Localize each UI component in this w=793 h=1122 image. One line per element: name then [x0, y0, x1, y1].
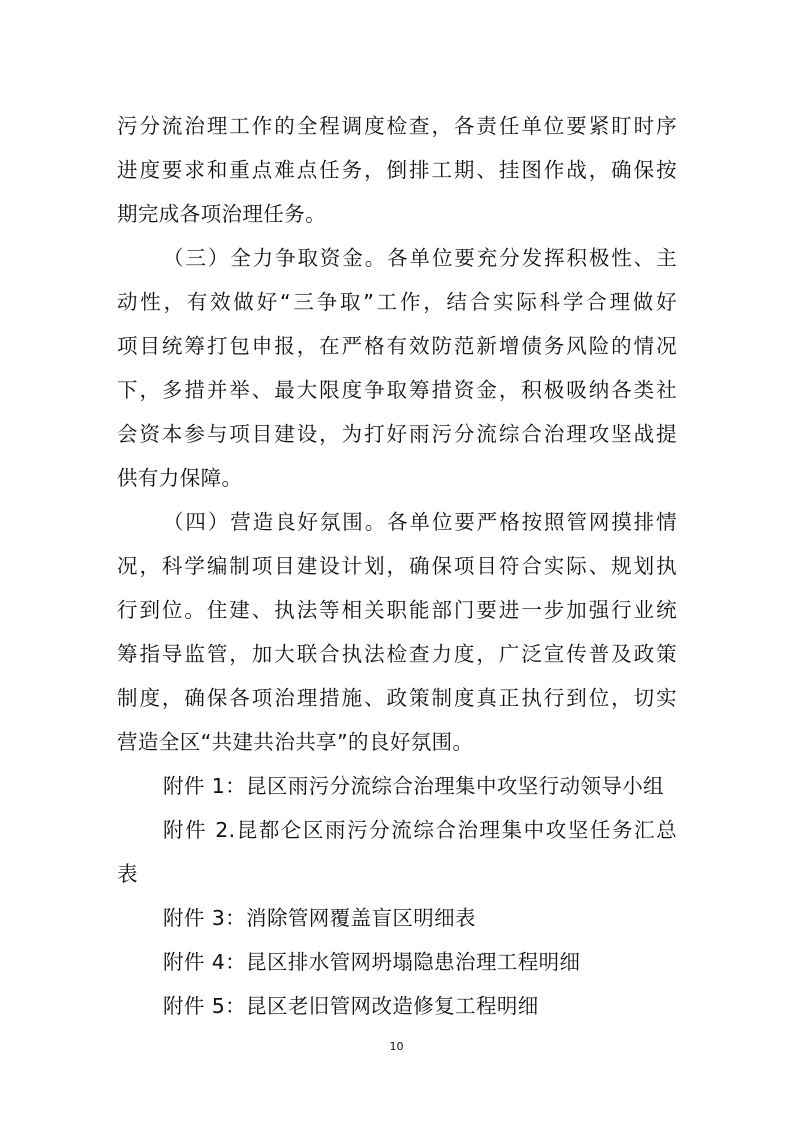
paragraph-2-line-2: 动性，有效做好“三争取”工作，结合实际科学合理做好: [117, 290, 677, 314]
attachment-3: 附件 3：消除管网覆盖盲区明细表: [163, 906, 476, 930]
paragraph-2-line-5: 会资本参与项目建设，为打好雨污分流综合治理攻坚战提: [117, 422, 677, 446]
paragraph-3-line-2: 况，科学编制项目建设计划，确保项目符合实际、规划执: [117, 554, 677, 578]
paragraph-3-line-3: 行到位。住建、执法等相关职能部门要进一步加强行业统: [117, 598, 677, 622]
paragraph-2-line-3: 项目统筹打包申报，在严格有效防范新增债务风险的情况: [117, 334, 677, 358]
attachment-1: 附件 1：昆区雨污分流综合治理集中攻坚行动领导小组: [163, 774, 665, 798]
paragraph-3-line-5: 制度，确保各项治理措施、政策制度真正执行到位，切实: [117, 686, 677, 710]
paragraph-1-line-3: 期完成各项治理任务。: [117, 202, 326, 226]
paragraph-1-line-2: 进度要求和重点难点任务，倒排工期、挂图作战，确保按: [117, 158, 677, 182]
page-number: 10: [389, 1040, 404, 1053]
paragraph-3-line-6: 营造全区“共建共治共享”的良好氛围。: [117, 730, 474, 754]
paragraph-2-line-4: 下，多措并举、最大限度争取筹措资金，积极吸纳各类社: [117, 378, 677, 402]
paragraph-3-line-4: 筹指导监管，加大联合执法检查力度，广泛宣传普及政策: [117, 642, 677, 666]
attachment-2: 附件 2.昆都仑区雨污分流综合治理集中攻坚任务汇总: [163, 818, 677, 842]
paragraph-3-line-1: （四）营造良好氛围。各单位要严格按照管网摸排情: [163, 510, 677, 534]
paragraph-2-line-6: 供有力保障。: [117, 466, 243, 490]
paragraph-2-line-1: （三）全力争取资金。各单位要充分发挥积极性、主: [163, 246, 677, 270]
attachment-5: 附件 5：昆区老旧管网改造修复工程明细: [163, 994, 539, 1018]
attachment-2-continuation: 表: [117, 862, 138, 886]
paragraph-1-line-1: 污分流治理工作的全程调度检查，各责任单位要紧盯时序: [117, 114, 677, 138]
attachment-4: 附件 4：昆区排水管网坍塌隐患治理工程明细: [163, 950, 581, 974]
